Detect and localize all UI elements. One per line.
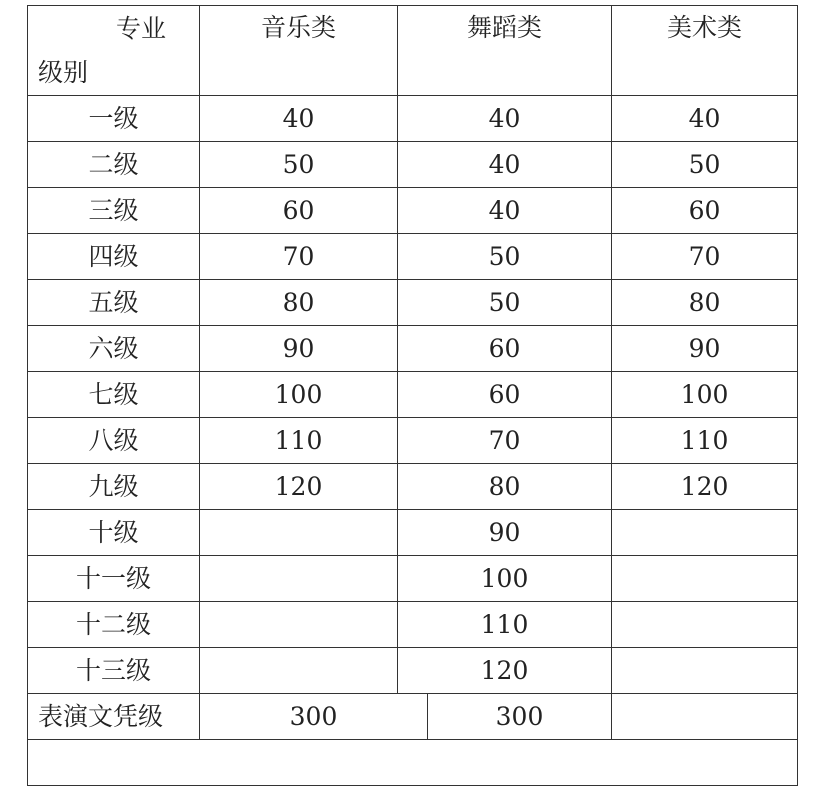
header-music-label: 音乐类	[261, 13, 337, 42]
level-cell: 五级	[28, 280, 200, 326]
table-row	[28, 234, 798, 280]
music-fee-cell: 40	[200, 96, 398, 142]
dance-fee-cell: 110	[398, 602, 612, 648]
art-fee-cell: 100	[612, 372, 798, 418]
level-cell: 四级	[28, 234, 200, 280]
corner-label-major: 专业	[116, 14, 167, 43]
table-row	[28, 464, 798, 510]
music-fee-cell: 110	[200, 418, 398, 464]
dance-fee-cell: 50	[398, 280, 612, 326]
table-row	[28, 556, 798, 602]
table-row	[28, 188, 798, 234]
table-row	[28, 326, 798, 372]
level-cell: 十二级	[28, 602, 200, 648]
level-cell: 十级	[28, 510, 200, 556]
music-fee-cell: 80	[200, 280, 398, 326]
performance-level-cell: 表演文凭级	[28, 694, 200, 740]
art-fee-cell	[612, 556, 798, 602]
corner-label-level: 级别	[38, 58, 89, 87]
header-dance-label: 舞蹈类	[467, 13, 543, 42]
dance-fee-cell: 120	[398, 648, 612, 694]
empty-row	[28, 740, 798, 786]
table-row	[28, 280, 798, 326]
music-fee-cell: 50	[200, 142, 398, 188]
art-fee-cell: 50	[612, 142, 798, 188]
art-fee-cell: 90	[612, 326, 798, 372]
art-fee-cell	[612, 510, 798, 556]
level-cell: 十一级	[28, 556, 200, 602]
art-fee-cell: 110	[612, 418, 798, 464]
dance-fee-cell: 40	[398, 96, 612, 142]
music-fee-cell: 70	[200, 234, 398, 280]
art-fee-cell: 120	[612, 464, 798, 510]
art-fee-cell: 40	[612, 96, 798, 142]
dance-fee-cell: 70	[398, 418, 612, 464]
music-fee-cell: 100	[200, 372, 398, 418]
level-cell: 七级	[28, 372, 200, 418]
table-row	[28, 96, 798, 142]
corner-header-cell	[28, 6, 200, 96]
music-fee-cell	[200, 648, 398, 694]
music-fee-cell: 120	[200, 464, 398, 510]
header-dance	[398, 6, 612, 96]
header-art	[612, 6, 798, 96]
level-cell: 三级	[28, 188, 200, 234]
dance-fee-cell: 60	[398, 326, 612, 372]
performance-diploma-row	[28, 694, 798, 740]
performance-fee-cell-1: 300	[200, 694, 428, 740]
art-fee-cell	[612, 602, 798, 648]
dance-fee-cell: 90	[398, 510, 612, 556]
level-cell: 九级	[28, 464, 200, 510]
dance-fee-cell: 50	[398, 234, 612, 280]
fee-table	[27, 5, 798, 786]
music-fee-cell	[200, 602, 398, 648]
dance-fee-cell: 40	[398, 188, 612, 234]
table-row	[28, 648, 798, 694]
header-art-label: 美术类	[667, 13, 743, 42]
table-row	[28, 602, 798, 648]
level-cell: 一级	[28, 96, 200, 142]
table-row	[28, 142, 798, 188]
dance-fee-cell: 40	[398, 142, 612, 188]
fee-table-container	[27, 5, 797, 783]
level-cell: 八级	[28, 418, 200, 464]
header-music	[200, 6, 398, 96]
art-fee-cell	[612, 648, 798, 694]
empty-cell	[28, 740, 798, 786]
level-cell: 六级	[28, 326, 200, 372]
music-fee-cell	[200, 510, 398, 556]
dance-fee-cell: 60	[398, 372, 612, 418]
music-fee-cell	[200, 556, 398, 602]
table-row	[28, 418, 798, 464]
dance-fee-cell: 100	[398, 556, 612, 602]
music-fee-cell: 60	[200, 188, 398, 234]
table-row	[28, 510, 798, 556]
music-fee-cell: 90	[200, 326, 398, 372]
header-row	[28, 6, 798, 96]
art-fee-cell: 70	[612, 234, 798, 280]
level-cell: 十三级	[28, 648, 200, 694]
dance-fee-cell: 80	[398, 464, 612, 510]
table-row	[28, 372, 798, 418]
art-fee-cell: 60	[612, 188, 798, 234]
performance-fee-cell-2: 300	[428, 694, 612, 740]
level-cell: 二级	[28, 142, 200, 188]
performance-fee-cell-3	[612, 694, 798, 740]
art-fee-cell: 80	[612, 280, 798, 326]
